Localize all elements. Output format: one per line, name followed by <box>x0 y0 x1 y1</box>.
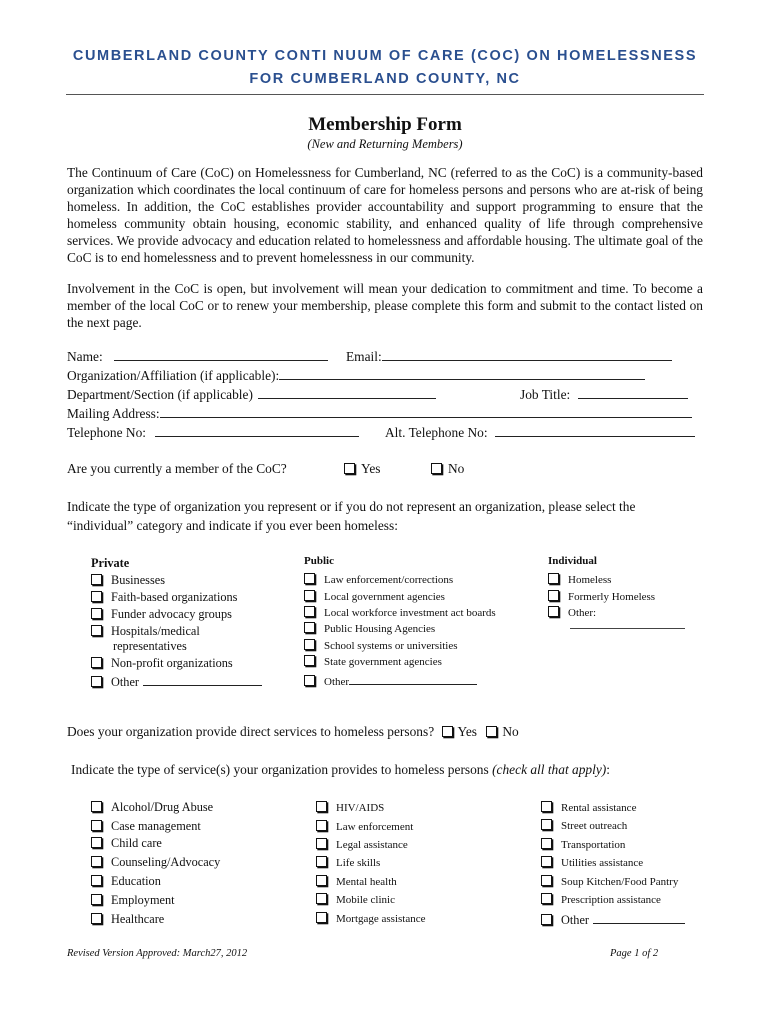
service-option-other[interactable]: Other <box>541 911 685 928</box>
no-label: No <box>448 461 465 476</box>
alt-telephone-input-line[interactable] <box>495 424 695 437</box>
name-input-line[interactable] <box>114 348 328 361</box>
private-option-funder-advocacy[interactable]: Funder advocacy groups <box>91 607 232 622</box>
service-option-soup-kitchen[interactable]: Soup Kitchen/Food Pantry <box>541 875 678 888</box>
service-option-mental-health[interactable]: Mental health <box>316 875 397 888</box>
checkbox[interactable] <box>316 856 327 867</box>
private-option-businesses[interactable]: Businesses <box>91 573 165 588</box>
service-option-life-skills[interactable]: Life skills <box>316 856 380 869</box>
checkbox[interactable] <box>548 590 559 601</box>
services-instruction: Indicate the type of service(s) your organization provides to homeless persons (check all that apply): <box>71 762 610 777</box>
service-option-utilities-assistance[interactable]: Utilities assistance <box>541 856 643 869</box>
private-option-hospitals[interactable]: Hospitals/medical <box>91 624 200 639</box>
private-heading: Private <box>91 556 130 570</box>
individual-heading: Individual <box>548 555 597 567</box>
individual-option-homeless[interactable]: Homeless <box>548 573 611 586</box>
form-title: Membership Form <box>308 114 462 135</box>
public-option-workforce-boards[interactable]: Local workforce investment act boards <box>304 606 496 619</box>
service-option-legal-assistance[interactable]: Legal assistance <box>316 838 408 851</box>
service-option-prescription-assistance[interactable]: Prescription assistance <box>541 893 661 906</box>
checkbox[interactable] <box>91 820 102 831</box>
checkbox[interactable] <box>548 573 559 584</box>
checkbox[interactable] <box>548 606 559 617</box>
checkbox[interactable] <box>486 726 497 737</box>
individual-option-other[interactable]: Other: <box>548 606 596 619</box>
checkbox[interactable] <box>91 801 102 812</box>
service-option-hiv-aids[interactable]: HIV/AIDS <box>316 801 384 814</box>
checkbox[interactable] <box>91 625 102 636</box>
checkbox[interactable] <box>304 675 315 686</box>
job-title-field[interactable] <box>520 386 688 403</box>
checkbox[interactable] <box>541 819 552 830</box>
header-line-1: CUMBERLAND COUNTY CONTI NUUM OF CARE (COC) ON HOMELESSNESS <box>72 48 698 64</box>
alt-telephone-label: Alt. Telephone No: <box>385 425 488 440</box>
individual-option-formerly-homeless[interactable]: Formerly Homeless <box>548 590 655 603</box>
direct-services-row <box>67 724 519 740</box>
checkbox[interactable] <box>91 894 102 905</box>
direct-services-yes-option[interactable]: Yes <box>442 724 477 739</box>
private-other-line[interactable] <box>143 673 262 686</box>
service-option-law-enforcement[interactable]: Law enforcement <box>316 820 413 833</box>
mailing-address-input-line[interactable] <box>160 405 692 418</box>
direct-services-question: Does your organization provide direct services to homeless persons? <box>67 724 435 739</box>
alt-telephone-field[interactable] <box>385 424 695 441</box>
public-option-school-systems[interactable]: School systems or universities <box>304 639 458 652</box>
service-option-child-care[interactable]: Child care <box>91 836 162 851</box>
organization-label: Organization/Affiliation (if applicable): <box>67 368 280 383</box>
public-option-state-government[interactable]: State government agencies <box>304 655 442 668</box>
job-title-input-line[interactable] <box>578 386 688 399</box>
checkbox[interactable] <box>541 914 552 925</box>
private-option-other[interactable]: Other <box>91 673 262 690</box>
telephone-label: Telephone No: <box>67 425 147 440</box>
direct-services-no-option[interactable]: No <box>486 724 518 739</box>
service-option-mobile-clinic[interactable]: Mobile clinic <box>316 893 395 906</box>
checkbox[interactable] <box>316 820 327 831</box>
checkbox[interactable] <box>91 676 102 687</box>
public-option-law-enforcement[interactable]: Law enforcement/corrections <box>304 573 453 586</box>
service-option-employment[interactable]: Employment <box>91 893 175 908</box>
telephone-input-line[interactable] <box>155 424 359 437</box>
public-option-housing-agencies[interactable]: Public Housing Agencies <box>304 622 435 635</box>
service-option-education[interactable]: Education <box>91 874 161 889</box>
org-type-instruction-line-1: Indicate the type of organization you represent or if you do not represent an organization, please select the <box>67 499 636 514</box>
checkbox[interactable] <box>304 639 315 650</box>
private-option-faith-based[interactable]: Faith-based organizations <box>91 590 237 605</box>
service-option-rental-assistance[interactable]: Rental assistance <box>541 801 636 814</box>
checkbox[interactable] <box>541 838 552 849</box>
public-heading: Public <box>304 555 334 567</box>
public-option-other[interactable]: Other <box>304 672 477 688</box>
checkbox[interactable] <box>91 657 102 668</box>
checkbox[interactable] <box>91 591 102 602</box>
page-number: Page 1 of 2 <box>610 948 659 959</box>
service-option-case-management[interactable]: Case management <box>91 819 201 834</box>
mailing-address-label: Mailing Address: <box>67 406 160 421</box>
service-option-transportation[interactable]: Transportation <box>541 838 625 851</box>
service-option-street-outreach[interactable]: Street outreach <box>541 819 627 832</box>
private-option-non-profit[interactable]: Non-profit organizations <box>91 656 233 671</box>
checkbox[interactable] <box>304 655 315 666</box>
yes-label: Yes <box>361 461 381 476</box>
checkbox[interactable] <box>91 608 102 619</box>
checkbox[interactable] <box>304 606 315 617</box>
checkbox[interactable] <box>344 463 355 474</box>
checkbox[interactable] <box>316 893 327 904</box>
public-other-line[interactable] <box>349 672 477 685</box>
service-option-healthcare[interactable]: Healthcare <box>91 912 164 927</box>
service-option-alcohol-drug[interactable]: Alcohol/Drug Abuse <box>91 800 213 815</box>
email-field[interactable] <box>346 348 672 365</box>
service-option-mortgage-assistance[interactable]: Mortgage assistance <box>316 912 426 925</box>
service-other-line[interactable] <box>593 911 685 924</box>
form-subtitle: (New and Returning Members) <box>307 137 463 151</box>
checkbox[interactable] <box>431 463 442 474</box>
name-label: Name: <box>67 349 103 364</box>
checkbox[interactable] <box>541 801 552 812</box>
checkbox[interactable] <box>91 856 102 867</box>
department-label: Department/Section (if applicable) <box>67 387 253 402</box>
job-title-label: Job Title: <box>520 387 571 402</box>
checkbox[interactable] <box>91 875 102 886</box>
name-field[interactable] <box>67 348 328 365</box>
checkbox[interactable] <box>316 801 327 812</box>
membership-yes-option[interactable] <box>344 461 380 477</box>
checkbox[interactable] <box>442 726 453 737</box>
checkbox[interactable] <box>91 574 102 585</box>
header-divider <box>66 94 704 95</box>
checkbox[interactable] <box>304 622 315 633</box>
individual-other-line[interactable] <box>570 618 685 629</box>
header-line-2: FOR CUMBERLAND COUNTY, NC <box>249 71 521 87</box>
org-type-instruction-line-2: “individual” category and indicate if you ever been homeless: <box>67 518 398 533</box>
department-field[interactable] <box>67 386 436 403</box>
checkbox[interactable] <box>304 590 315 601</box>
intro-paragraph-1: The Continuum of Care (CoC) on Homelessness for Cumberland, NC (referred to as the CoC) is a community-based organization which coordinates the local continuum of care for homeless persons and persons who are at-risk of being homeless. In addition, the CoC establishes provider accountability and support programming to ensure that the homeless community obtain housing, economic stability, and enhanced quality of life through comprehensive services. We provide advocacy and education related to homelessness and affordable housing. The ultimate goal of the CoC is to end homelessness and to prevent homelessness in our community. <box>67 165 703 265</box>
checkbox[interactable] <box>541 856 552 867</box>
public-option-local-government[interactable]: Local government agencies <box>304 590 445 603</box>
private-hospitals-continuation: representatives <box>113 639 187 653</box>
checkbox[interactable] <box>316 838 327 849</box>
checkbox[interactable] <box>541 893 552 904</box>
checkbox[interactable] <box>316 875 327 886</box>
revision-note: Revised Version Approved: March27, 2012 <box>67 948 248 959</box>
organization-field[interactable] <box>67 367 645 384</box>
email-label: Email: <box>346 349 382 364</box>
department-input-line[interactable] <box>258 386 436 399</box>
checkbox[interactable] <box>541 875 552 886</box>
checkbox[interactable] <box>91 913 102 924</box>
service-option-counseling[interactable]: Counseling/Advocacy <box>91 855 220 870</box>
email-input-line[interactable] <box>382 348 672 361</box>
telephone-field[interactable] <box>67 424 359 441</box>
organization-input-line[interactable] <box>279 367 645 380</box>
checkbox[interactable] <box>304 573 315 584</box>
checkbox[interactable] <box>316 912 327 923</box>
intro-paragraph-2: Involvement in the CoC is open, but involvement will mean your dedication to commitment and time. To become a member of the local CoC or to renew your membership, please complete this form and submit to the contact listed on the next page. <box>67 281 703 330</box>
checkbox[interactable] <box>91 837 102 848</box>
membership-no-option[interactable] <box>431 461 464 477</box>
membership-question: Are you currently a member of the CoC? <box>67 461 287 476</box>
mailing-address-field[interactable] <box>67 405 692 422</box>
